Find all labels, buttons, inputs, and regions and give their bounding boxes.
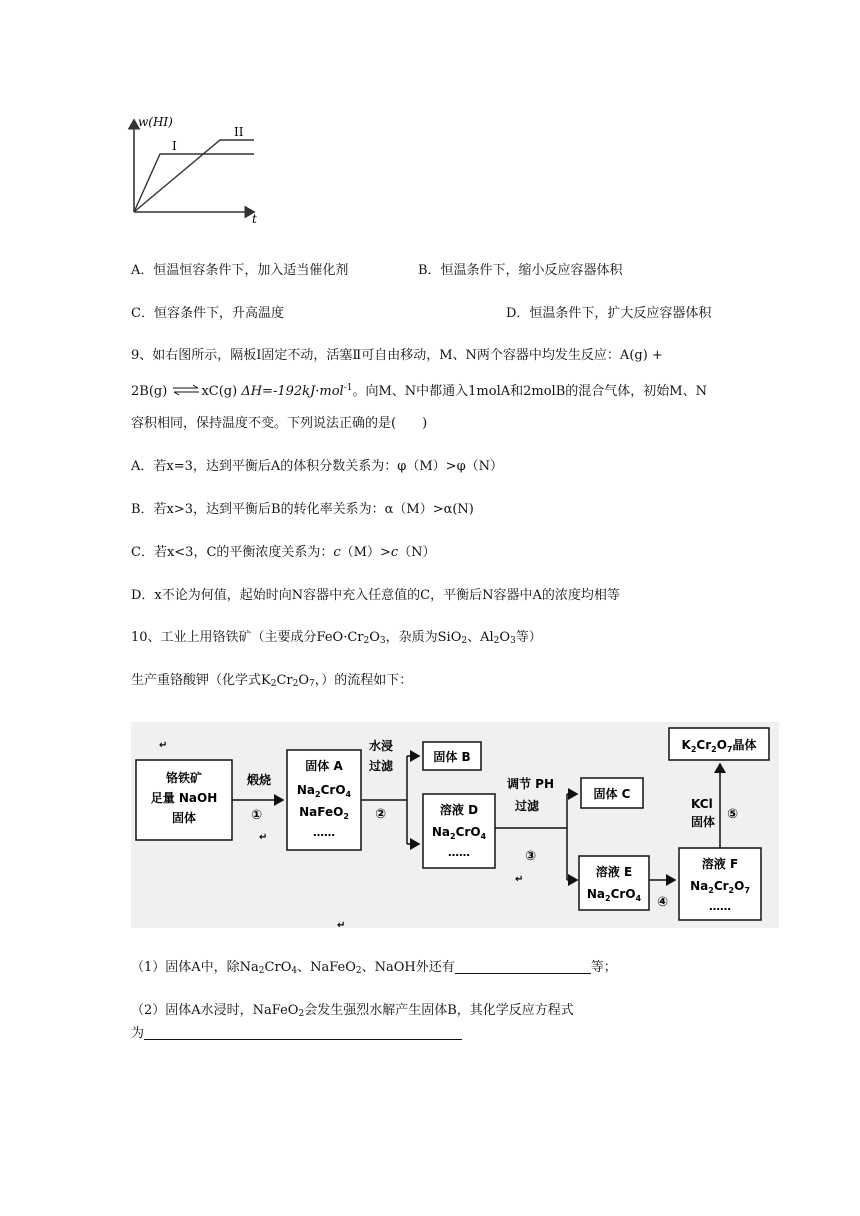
solution-e-title: 溶液 E <box>595 865 633 879</box>
q9-stem-line3: 容积相同，保持温度不变。下列说法正确的是( ) <box>131 416 428 431</box>
q9-stem-line2-rest: 。向M、N中都通入1molA和2molB的混合气体，初始M、N <box>352 384 707 399</box>
subscript: 3 <box>379 636 386 646</box>
q9-option-c <box>131 543 436 563</box>
k2cr2o7-crystal-box <box>669 728 769 760</box>
ore-line1: 铬铁矿 <box>165 771 203 785</box>
solid-b-box <box>423 742 481 770</box>
equilibrium-arrow-icon <box>171 384 201 396</box>
sub-question-2-line1 <box>131 1001 574 1021</box>
curve-2 <box>134 140 254 212</box>
q9-option-c-n: （N） <box>398 545 436 560</box>
q9-option-a: A．若x=3，达到平衡后A的体积分数关系为：φ（M）>φ（N） <box>131 459 504 474</box>
sq1-text: 、NaFeO <box>297 960 356 975</box>
solution-f-title: 溶液 F <box>701 857 739 871</box>
curve-1-label: I <box>172 139 177 153</box>
k2cr2o7-label: $K_2Cr_2O_7$晶体 <box>681 738 757 754</box>
subscript: 2 <box>363 636 370 646</box>
q10-text: Cr <box>276 673 293 688</box>
y-axis-label: w(HI) <box>138 115 173 129</box>
return-mark: ↵ <box>159 740 168 751</box>
subscript: 4 <box>291 966 298 976</box>
step1-num: ① <box>251 808 263 823</box>
solid-a-dots: …… <box>313 826 335 839</box>
step1-label: 煅烧 <box>247 773 272 787</box>
step5-label1: KCl <box>691 797 713 811</box>
curve-1 <box>134 154 254 212</box>
step3-label1: 调节 PH <box>507 777 555 791</box>
subscript: 2 <box>258 966 265 976</box>
solid-c-box <box>581 778 643 808</box>
return-mark: ↵ <box>515 874 524 885</box>
sq1-text: 、NaOH外还有 <box>361 960 455 975</box>
step3-num: ③ <box>525 849 537 864</box>
q8-option-d: D．恒温条件下，扩大反应容器体积 <box>506 306 712 321</box>
sub-question-1 <box>131 958 617 978</box>
q10-text: O <box>298 673 310 688</box>
return-mark: ↵ <box>259 832 268 843</box>
step2-num: ② <box>375 807 387 822</box>
step4-num: ④ <box>657 895 669 910</box>
sq2-text: 为 <box>131 1026 145 1041</box>
q10-stem-line2 <box>131 671 412 691</box>
sq1-text: （1）固体A中，除Na <box>131 960 259 975</box>
q10-text: ，）的流程如下： <box>314 673 413 688</box>
step5-label2: 固体 <box>691 815 716 829</box>
q10-text: 10、工业上用铬铁矿（主要成分FeO·Cr <box>131 630 364 645</box>
sub-question-2-line2 <box>131 1024 462 1044</box>
q9-option-c-m: （M）> <box>340 545 391 560</box>
solution-d-box <box>423 794 495 868</box>
ore-line3: 固体 <box>171 811 197 825</box>
solution-d-na2cro4: $Na_2CrO_4$ <box>431 825 487 841</box>
conc-symbol: c <box>390 545 399 560</box>
q10-text: 、Al <box>467 630 494 645</box>
subscript: 2 <box>270 679 277 689</box>
sq1-text: CrO <box>264 960 292 975</box>
curve-2-label: II <box>234 125 244 139</box>
q9-stem-line1: 9、如右图所示，隔板Ⅰ固定不动，活塞Ⅱ可自由移动，M、N两个容器中均发生反应：A(g) + <box>131 348 663 363</box>
step5-num: ⑤ <box>727 807 739 822</box>
solid-a-title: 固体 A <box>305 759 343 773</box>
solution-f-dots: …… <box>709 900 731 913</box>
subscript: 2 <box>493 636 500 646</box>
step3-label2: 过滤 <box>515 799 540 813</box>
q9-option-d: D．x不论为何值，起始时向N容器中充入任意值的C，平衡后N容器中A的浓度均相等 <box>131 588 620 603</box>
solution-d-title: 溶液 D <box>439 803 479 817</box>
answer-blank-1[interactable] <box>455 959 591 974</box>
subscript: 2 <box>461 636 468 646</box>
solution-e-na2cro4: $Na_2CrO_4$ <box>586 887 642 903</box>
q10-text: O <box>369 630 380 645</box>
sq2-text: 会发生强烈水解产生固体B，其化学反应方程式 <box>304 1003 574 1018</box>
x-axis-label: t <box>252 212 257 224</box>
q9-stem-line2 <box>131 382 707 402</box>
q10-text: O <box>499 630 511 645</box>
solution-e-box <box>579 856 649 910</box>
return-mark: ↵ <box>337 920 346 928</box>
solution-f-na2cr2o7: $Na_2Cr_2O_7$ <box>690 879 750 895</box>
hi-fraction-graph <box>118 112 268 224</box>
conc-symbol: c <box>333 545 341 560</box>
subscript: 2 <box>355 966 362 976</box>
subscript: 3 <box>510 636 516 646</box>
solid-a-box <box>287 750 361 850</box>
q10-text: 等） <box>515 630 542 645</box>
subscript: 7 <box>309 679 315 689</box>
q9-option-c-text: C．若x<3，C的平衡浓度关系为： <box>131 545 334 560</box>
answer-blank-2[interactable] <box>144 1025 462 1040</box>
product-c: xC(g) <box>201 384 238 399</box>
solution-f-box <box>679 848 761 920</box>
q8-option-c: C．恒容条件下，升高温度 <box>131 306 284 321</box>
step2-label2: 过滤 <box>369 759 394 773</box>
ore-line2: 足量 NaOH <box>150 791 218 805</box>
q10-stem-line1 <box>131 628 542 648</box>
reactant-b: 2B(g) <box>131 384 168 399</box>
sq1-text: 等； <box>590 960 617 975</box>
q8-option-b: B．恒温条件下，缩小反应容器体积 <box>418 263 623 278</box>
sq2-text: （2）固体A水浸时，NaFeO <box>131 1003 299 1018</box>
q8-option-a: A．恒温恒容条件下，加入适当催化剂 <box>131 263 349 278</box>
enthalpy: ΔH=-192kJ·mol <box>241 384 344 399</box>
solid-c-label: 固体 C <box>593 787 631 801</box>
enthalpy-exponent: -1 <box>343 383 353 393</box>
subscript: 2 <box>298 1009 305 1019</box>
solid-b-label: 固体 B <box>433 750 471 764</box>
q10-text: 生产重铬酸钾（化学式K <box>131 673 271 688</box>
solid-a-nafeo2: NaFeO$_2$ <box>299 805 349 821</box>
solution-d-dots: …… <box>448 846 470 859</box>
step2-label1: 水浸 <box>369 739 394 753</box>
q9-option-b: B．若x>3，达到平衡后B的转化率关系为：α（M）>α(N) <box>131 502 474 517</box>
solid-a-na2cro4: $Na_2CrO_4$ <box>296 783 352 799</box>
q10-text: ，杂质为SiO <box>385 630 462 645</box>
subscript: 2 <box>292 679 299 689</box>
process-flowchart <box>131 722 779 928</box>
ore-box <box>136 760 232 840</box>
